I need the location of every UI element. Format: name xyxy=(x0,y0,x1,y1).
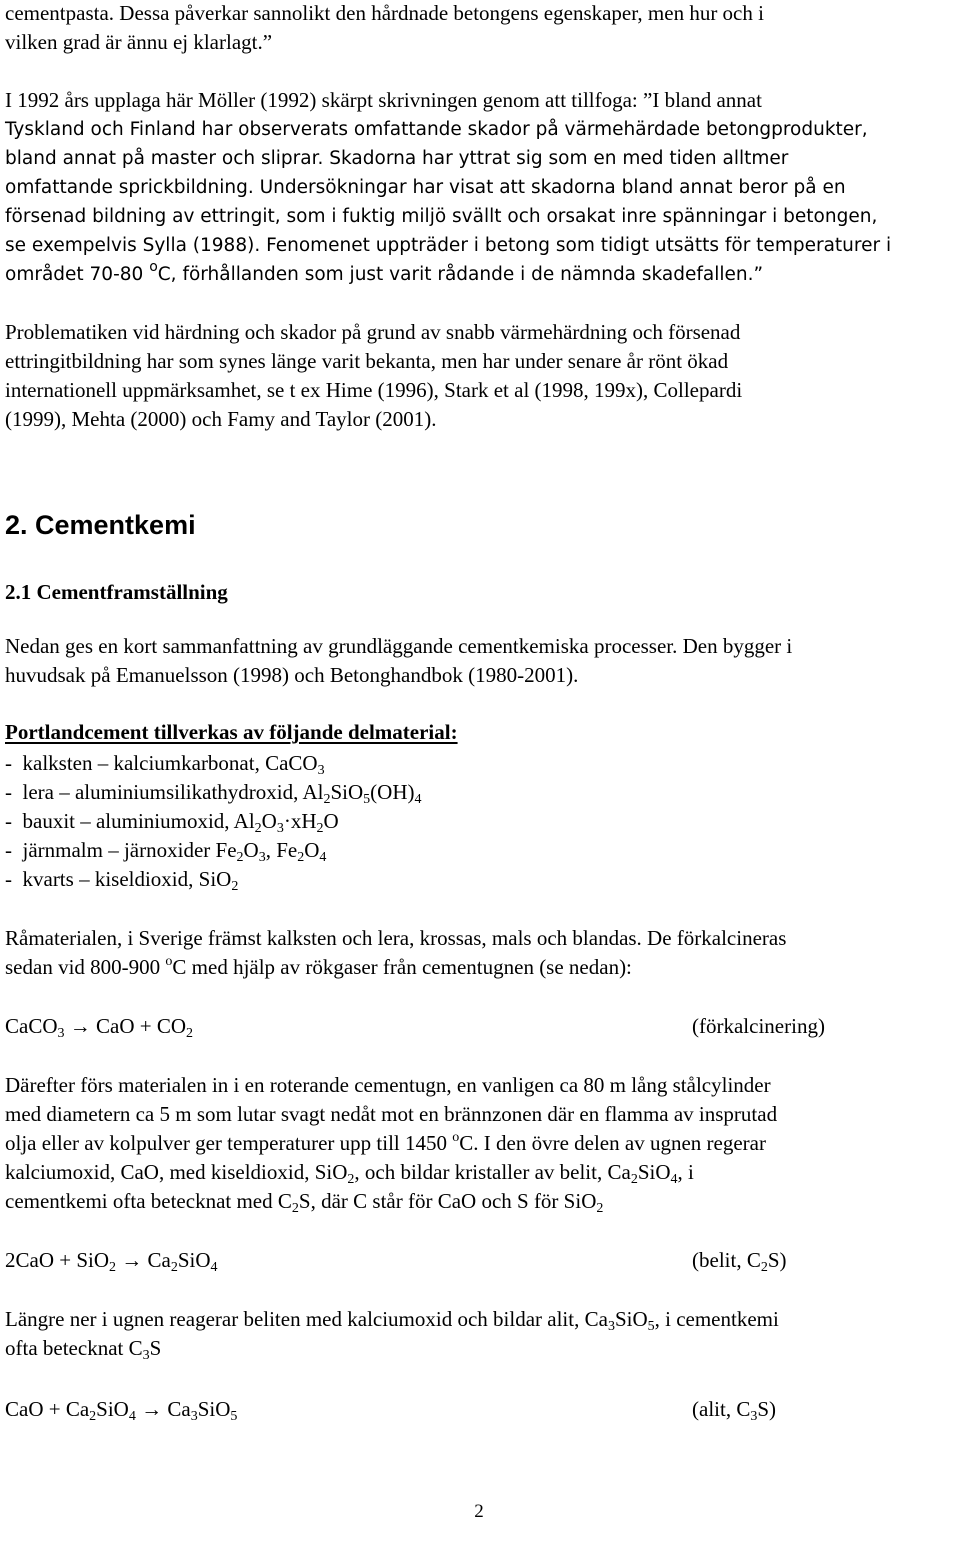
list-item xyxy=(5,865,238,894)
text-run: se exempelvis Sylla (1988). xyxy=(5,235,261,256)
text-run: (alit, C xyxy=(692,1397,751,1421)
subscript: 2 xyxy=(630,1172,638,1187)
text-run: O xyxy=(323,809,339,833)
text-run: S) xyxy=(757,1397,777,1421)
text-run: → Ca xyxy=(135,1397,191,1421)
paragraph-line xyxy=(5,347,728,376)
superscript: o xyxy=(452,1130,460,1145)
subscript: 2 xyxy=(186,1026,194,1041)
text-run: med diametern ca 5 m som lutar svagt nedåt mot en brännzonen där en flamma av insprutad xyxy=(5,1102,778,1126)
quote-line xyxy=(5,202,877,231)
subscript: 5 xyxy=(363,792,371,807)
paragraph-line xyxy=(5,1334,161,1363)
list-item xyxy=(5,807,339,836)
text-run: (OH) xyxy=(370,780,415,804)
quote-line xyxy=(5,231,891,260)
paragraph-line xyxy=(5,1129,766,1158)
subscript: 3 xyxy=(57,1026,65,1041)
quote-line xyxy=(5,115,868,144)
section-heading: 2. Cementkemi xyxy=(5,510,196,540)
list-item xyxy=(5,749,325,778)
subscript: 2 xyxy=(316,821,324,836)
text-run: kalciumoxid, CaO, med kiseldioxid, SiO xyxy=(5,1160,348,1184)
subscript: 5 xyxy=(230,1409,238,1424)
text-run: sedan vid 800-900 xyxy=(5,955,166,979)
text-run: S, där C står för CaO och S för SiO xyxy=(298,1189,597,1213)
text-run: , i cementkemi xyxy=(654,1307,779,1331)
text-run: olja eller av kolpulver ger temperaturer upp till 1450 xyxy=(5,1131,453,1155)
subscript: 2 xyxy=(596,1201,604,1216)
subscript: 2 xyxy=(236,850,244,865)
paragraph-line xyxy=(5,632,792,661)
subscript: 4 xyxy=(670,1172,678,1187)
text-run: Skadorna har yttrat sig som en med tiden alltmer xyxy=(323,148,789,169)
list-item xyxy=(5,836,326,865)
subscript: 2 xyxy=(89,1409,97,1424)
text-run: SiO xyxy=(96,1397,129,1421)
paragraph-line xyxy=(5,86,762,115)
text-run: cementpasta. Dessa påverkar sannolikt den hårdnade betongens egenskaper, men hur och i xyxy=(5,1,764,25)
subscript: 4 xyxy=(414,792,422,807)
materials-heading: Portlandcement tillverkas av följande delmaterial: xyxy=(5,720,458,744)
text-run: SiO xyxy=(330,780,364,804)
paragraph-line xyxy=(5,661,578,690)
text-run: - lera – aluminiumsilikathydroxid, Al xyxy=(5,780,324,804)
equation xyxy=(5,1012,193,1041)
quote-line xyxy=(5,260,763,289)
subscript: 3 xyxy=(750,1409,758,1424)
subscript: 2 xyxy=(109,1260,117,1275)
paragraph-line xyxy=(5,405,436,434)
subscript: 2 xyxy=(297,850,305,865)
text-run: - kvarts – kiseldioxid, SiO xyxy=(5,867,232,891)
text-run: SiO xyxy=(177,1248,211,1272)
text-run: ·xH xyxy=(283,809,317,833)
equation-label xyxy=(692,1246,787,1275)
text-run: internationell uppmärksamhet, se t ex Hime (1996), Stark et al (1998, 199x), Collepardi xyxy=(5,378,743,402)
quote-line xyxy=(5,144,788,173)
text-run: försenad bildning av ettringit, som i fuktig miljö svällt och orsakat inre spänningar i betongen, xyxy=(5,206,878,227)
text-run: O xyxy=(243,838,259,862)
text-run: C med hjälp av rökgaser från cementugnen (se nedan): xyxy=(172,955,632,979)
text-run: Råmaterialen, i Sverige främst kalksten och lera, krossas, mals och blandas. De förkalcineras xyxy=(5,926,787,950)
subscript: 4 xyxy=(319,850,327,865)
text-run: omfattande sprickbildning. xyxy=(5,177,254,198)
text-run: I 1992 års upplaga här Möller (1992) skärpt skrivningen genom att tillfoga: ”I bland annat xyxy=(5,88,762,112)
list-item xyxy=(5,778,421,807)
subscript: 3 xyxy=(317,763,325,778)
subscript: 5 xyxy=(647,1319,655,1334)
subscript: 2 xyxy=(170,1260,178,1275)
text-run: O xyxy=(261,809,277,833)
text-run: (1999), Mehta (2000) och Famy and Taylor (2001). xyxy=(5,407,437,431)
superscript: o xyxy=(149,259,158,275)
paragraph-line xyxy=(5,953,632,982)
text-run: ettringitbildning har som synes länge varit bekanta, men har under senare år rönt ökad xyxy=(5,349,729,373)
subscript: 2 xyxy=(291,1201,299,1216)
text-run: , Fe xyxy=(265,838,298,862)
text-run: CaO + Ca xyxy=(5,1397,90,1421)
subscript: 3 xyxy=(142,1348,150,1363)
equation xyxy=(5,1246,218,1275)
text-run: O xyxy=(304,838,320,862)
page-number: 2 xyxy=(474,1501,484,1522)
subscript: 4 xyxy=(128,1409,136,1424)
quote-line xyxy=(5,173,846,202)
text-run: , i xyxy=(677,1160,694,1184)
text-run: Därefter förs materialen in i en roterande cementugn, en vanligen ca 80 m lång stålcylinder xyxy=(5,1073,771,1097)
text-run: vilken grad är ännu ej klarlagt.” xyxy=(5,30,273,54)
subscript: 2 xyxy=(760,1260,768,1275)
text-run: 2CaO + SiO xyxy=(5,1248,110,1272)
text-run: (belit, C xyxy=(692,1248,761,1272)
text-run: SiO xyxy=(197,1397,231,1421)
paragraph-line xyxy=(5,28,272,57)
text-run: SiO xyxy=(614,1307,648,1331)
text-run: SiO xyxy=(637,1160,671,1184)
equation-label: (förkalcinering) xyxy=(692,1014,825,1038)
text-run: S) xyxy=(767,1248,787,1272)
paragraph-line xyxy=(5,924,786,953)
text-run: → Ca xyxy=(116,1248,171,1272)
paragraph-line xyxy=(5,1305,779,1334)
text-run: C. I den övre delen av ugnen regerar xyxy=(459,1131,766,1155)
equation xyxy=(5,1395,237,1424)
paragraph-line xyxy=(5,1071,771,1100)
paragraph-line xyxy=(5,1187,603,1216)
subscript: 3 xyxy=(190,1409,198,1424)
text-run: C, förhållanden som just varit rådande i de nämnda skadefallen.” xyxy=(157,264,764,285)
text-run: Längre ner i ugnen reagerar beliten med kalciumoxid och bildar alit, Ca xyxy=(5,1307,608,1331)
text-run: → CaO + CO xyxy=(64,1014,187,1038)
paragraph-line xyxy=(5,318,740,347)
superscript: o xyxy=(165,954,173,969)
text-run: ofta betecknat C xyxy=(5,1336,143,1360)
subscript: 2 xyxy=(254,821,262,836)
equation-label xyxy=(692,1395,776,1424)
paragraph-line xyxy=(5,376,742,405)
text-run: Fenomenet uppträder i betong som tidigt utsätts för temperaturer i xyxy=(260,235,892,256)
subscript: 3 xyxy=(258,850,266,865)
subscript: 3 xyxy=(607,1319,615,1334)
text-run: huvudsak på Emanuelsson (1998) och Betonghandbok (1980-2001). xyxy=(5,663,579,687)
text-run: , och bildar kristaller av belit, Ca xyxy=(354,1160,631,1184)
paragraph-line xyxy=(5,0,764,28)
paragraph-line xyxy=(5,1100,777,1129)
text-run: Tyskland och Finland har observerats omfattande skador på värmehärdade betongprodukter, xyxy=(5,119,868,140)
text-run: Problematiken vid härdning och skador på grund av snabb värmehärdning och försenad xyxy=(5,320,741,344)
text-run: Undersökningar har visat att skadorna bland annat beror på en xyxy=(253,177,846,198)
subscript: 4 xyxy=(210,1260,218,1275)
text-run: cementkemi ofta betecknat med C xyxy=(5,1189,292,1213)
subscript: 2 xyxy=(347,1172,355,1187)
subscript: 2 xyxy=(231,879,239,894)
text-run: - kalksten – kalciumkarbonat, CaCO xyxy=(5,751,318,775)
text-run: området 70-80 xyxy=(5,264,150,285)
subscript: 3 xyxy=(276,821,284,836)
subsection-heading: 2.1 Cementframställning xyxy=(5,580,228,604)
paragraph-line xyxy=(5,1158,694,1187)
subscript: 2 xyxy=(323,792,331,807)
text-run: S xyxy=(149,1336,162,1360)
text-run: - järnmalm – järnoxider Fe xyxy=(5,838,237,862)
text-run: - bauxit – aluminiumoxid, Al xyxy=(5,809,255,833)
text-run: Nedan ges en kort sammanfattning av grundläggande cementkemiska processer. Den bygger i xyxy=(5,634,793,658)
text-run: CaCO xyxy=(5,1014,58,1038)
text-run: bland annat på master och sliprar. xyxy=(5,148,324,169)
